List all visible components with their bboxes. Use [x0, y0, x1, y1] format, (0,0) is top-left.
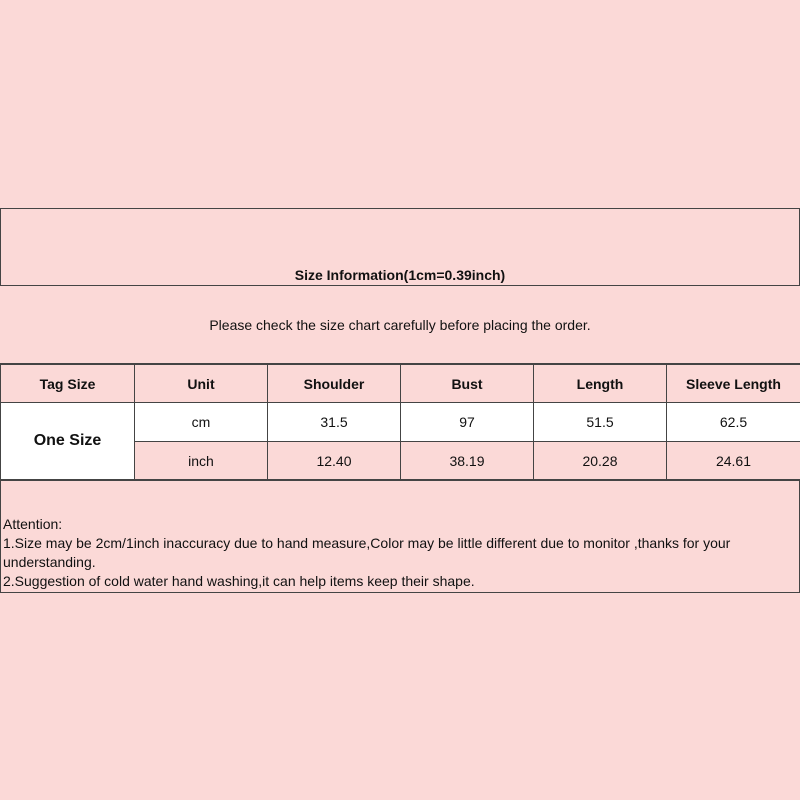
attention-heading: Attention: — [3, 516, 63, 532]
header-tag-size: Tag Size — [1, 365, 135, 403]
attention-line-2: 2.Suggestion of cold water hand washing,it can help items keep their shape. — [3, 573, 475, 589]
attention-notes — [0, 480, 800, 592]
table-row — [1, 403, 800, 442]
unit-cell: cm — [135, 403, 268, 442]
header-unit: Unit — [135, 365, 268, 403]
size-chart — [0, 208, 800, 593]
order-note: Please check the size chart carefully before placing the order. — [0, 286, 800, 364]
bust-cell: 38.19 — [401, 442, 534, 480]
size-chart-title: Size Information(1cm=0.39inch) — [0, 209, 800, 286]
shoulder-cell: 12.40 — [268, 442, 401, 480]
length-cell: 20.28 — [534, 442, 667, 480]
header-sleeve-length: Sleeve Length — [667, 365, 800, 403]
bust-cell: 97 — [401, 403, 534, 442]
sleeve-length-cell: 62.5 — [667, 403, 800, 442]
attention-line-1: 1.Size may be 2cm/1inch inaccuracy due to hand measure,Color may be little different due to monitor ,thanks for your understanding. — [3, 535, 731, 570]
table-header-row — [1, 365, 800, 403]
header-shoulder: Shoulder — [268, 365, 401, 403]
unit-cell: inch — [135, 442, 268, 480]
shoulder-cell: 31.5 — [268, 403, 401, 442]
tag-size-cell: One Size — [1, 403, 135, 480]
header-bust: Bust — [401, 365, 534, 403]
length-cell: 51.5 — [534, 403, 667, 442]
size-table — [0, 364, 800, 480]
header-length: Length — [534, 365, 667, 403]
sleeve-length-cell: 24.61 — [667, 442, 800, 480]
